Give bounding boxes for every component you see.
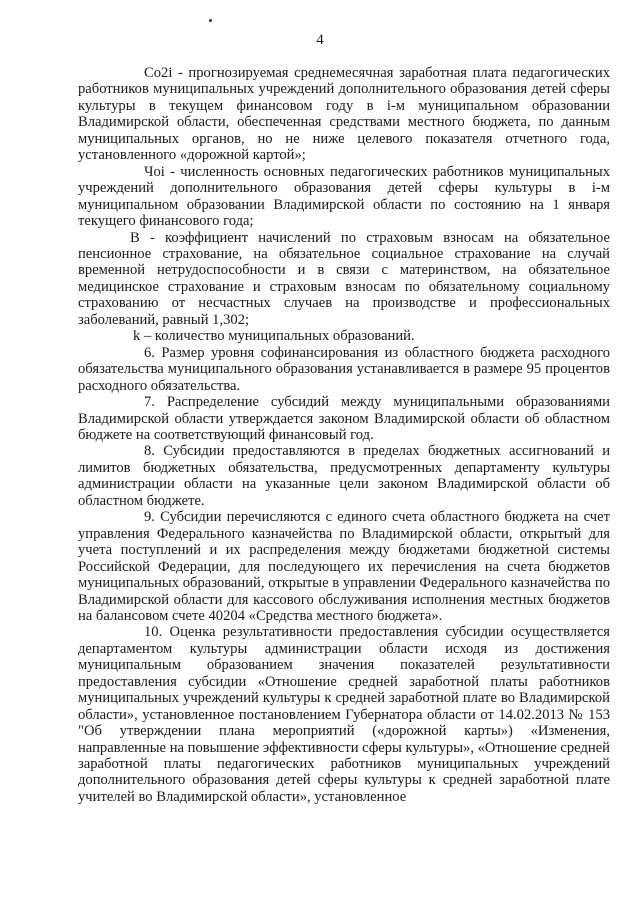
paragraph-k: k – количество муниципальных образований. bbox=[133, 328, 415, 345]
paragraph-10: 10. Оценка результативности предоставления субсидии осуществляется департаментом культуры администрации области исходя из достижения муниципальным образованием значения показателей результативности предоставления субсидии «Отношение средней заработной платы работников муниципальных учреждений культуры к средней заработной плате во Владимирской области», установленное постановлением Губернатора области от 14.02.2013 № 153 "Об утверждении плана мероприятий («дорожной карты») «Изменения, направленные на повышение эффективности сферы культуры», «Отношение средней заработной платы педагогических работников муниципальных учреждений дополнительного образования детей сферы культуры к средней заработной плате учителей во Владимирской области», установленное bbox=[78, 624, 610, 805]
document-body bbox=[78, 65, 610, 805]
paragraph-7: 7. Распределение субсидий между муниципальными образованиями Владимирской области утверждается законом Владимирской области об областном бюджете на соответствующий финансовый год. bbox=[78, 394, 610, 443]
scan-dot bbox=[209, 19, 212, 22]
paragraph-8: 8. Субсидии предоставляются в пределах бюджетных ассигнований и лимитов бюджетных обязательства, предусмотренных департаменту культуры администрации области на указанные цели законом Владимирской области об областном бюджете. bbox=[78, 443, 610, 509]
paragraph-6: 6. Размер уровня софинансирования из областного бюджета расходного обязательства муниципального образования устанавливается в размере 95 процентов расходного обязательства. bbox=[78, 344, 610, 394]
paragraph-co2i: Co2i - прогнозируемая среднемесячная заработная плата педагогических работников муниципальных учреждений дополнительного образования детей сферы культуры в текущем финансовом году в i-м муниципальном образовании Владимирской области, обеспеченная средствами местного бюджета, по данным муниципальных органов, но не ниже целевого показателя отчетного года, установленного «дорожной картой»; bbox=[78, 65, 610, 164]
paragraph-9: 9. Субсидии перечисляются с единого счета областного бюджета на счет управления Федерального казначейства по Владимирской области, открытый для учета поступлений и их распределения между бюджетами бюджетной системы Российской Федерации, для последующего их перечисления на счета бюджетов муниципальных образований, открытые в управлении Федерального казначейства по Владимирской области для кассового обслуживания исполнения местных бюджетов на балансовом счете 40204 «Средства местного бюджета». bbox=[78, 509, 610, 624]
paragraph-coefficient-b: В - коэффициент начислений по страховым взносам на обязательное пенсионное страхование, на обязательное социальное страхование на случай временной нетрудоспособности и в связи с материнством, на обязательное медицинское страхование и страховым взносам по обязательному социальному страхованию от несчастных случаев на производстве и профессиональных заболеваний, равный 1,302; bbox=[78, 229, 610, 328]
page-number: 4 bbox=[316, 32, 324, 48]
paragraph-choi: Чоi - численность основных педагогических работников муниципальных учреждений дополнительного образования детей сферы культуры в i-м муниципальном образовании Владимирской области по состоянию на 1 января текущего финансового года; bbox=[78, 163, 610, 230]
